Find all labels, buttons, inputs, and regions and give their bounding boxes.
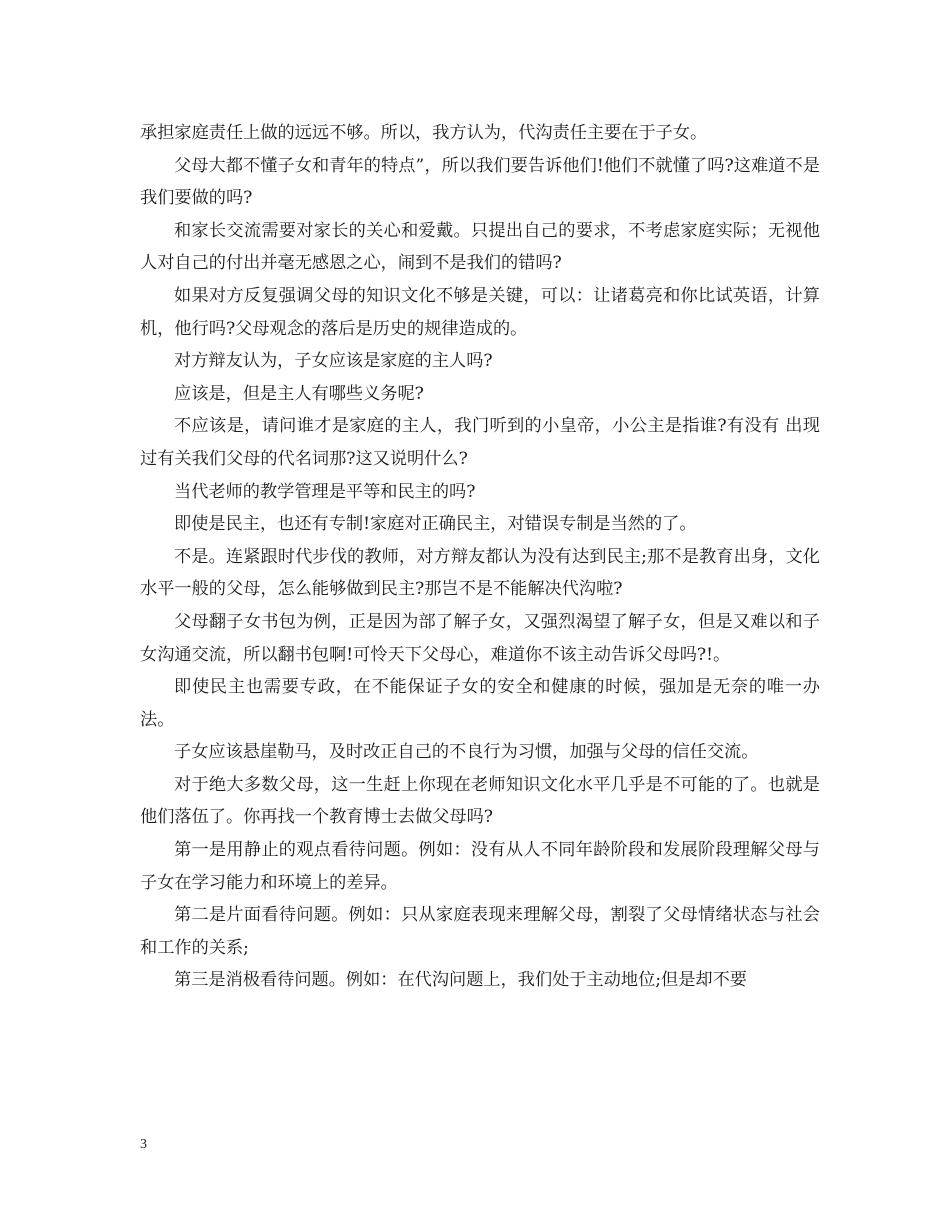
paragraph: 当代老师的教学管理是平等和民主的吗? xyxy=(174,481,476,502)
paragraph: 对方辩友认为，子女应该是家庭的主人吗? xyxy=(174,351,493,372)
paragraph: 父母翻子女书包为例，正是因为部了解子女，又强烈渴望了解子女，但是又难以和子女沟通交流，所以翻书包啊!可怜天下父母心，难道你不该主动告诉父母吗?!。 xyxy=(140,611,820,665)
paragraph: 不是。连紧跟时代步伐的教师，对方辩友都认为没有达到民主;那不是教育出身，文化水平一般的父母，怎么能够做到民主?那岂不是不能解决代沟啦? xyxy=(140,546,820,600)
paragraph: 对于绝大多数父母，这一生赶上你现在老师知识文化水平几乎是不可能的了。也就是他们落伍了。你再找一个教育博士去做父母吗? xyxy=(140,774,820,828)
paragraph: 和家长交流需要对家长的关心和爱戴。只提出自己的要求，不考虑家庭实际；无视他人对自己的付出并毫无感恩之心，闹到不是我们的错吗? xyxy=(140,220,820,274)
paragraph: 承担家庭责任上做的远远不够。所以，我方认为，代沟责任主要在于子女。 xyxy=(140,123,708,143)
paragraph: 即使是民主，也还有专制!家庭对正确民主，对错误专制是当然的了。 xyxy=(174,514,697,535)
document-body xyxy=(140,117,820,997)
paragraph: 不应该是，请问谁才是家庭的主人，我门听到的小皇帝，小公主是指谁?有没有 出现过有关我们父母的代名词那?这又说明什么? xyxy=(140,416,820,469)
paragraph: 应该是，但是主人有哪些义务呢? xyxy=(174,383,424,404)
paragraph: 即使民主也需要专政，在不能保证子女的安全和健康的时候，强加是无奈的唯一办法。 xyxy=(140,677,820,730)
page-number: 3 xyxy=(140,1137,147,1152)
paragraph: 第二是片面看待问题。例如：只从家庭表现来理解父母，割裂了父母情绪状态与社会和工作的关系; xyxy=(140,905,820,958)
paragraph: 第三是消极看待问题。例如：在代沟问题上，我们处于主动地位;但是却不要 xyxy=(174,970,747,991)
paragraph: 子女应该悬崖勒马，及时改正自己的不良行为习惯，加强与父母的信任交流。 xyxy=(174,742,759,763)
paragraph: 父母大都不懂子女和青年的特点”，所以我们要告诉他们!他们不就懂了吗?这难道不是我们要做的吗? xyxy=(140,155,820,209)
paragraph: 第一是用静止的观点看待问题。例如：没有从人不同年龄阶段和发展阶段理解父母与子女在学习能力和环境上的差异。 xyxy=(140,840,820,893)
paragraph: 如果对方反复强调父母的知识文化不够是关键，可以：让诸葛亮和你比试英语，计算机，他行吗?父母观念的落后是历史的规律造成的。 xyxy=(140,285,820,339)
